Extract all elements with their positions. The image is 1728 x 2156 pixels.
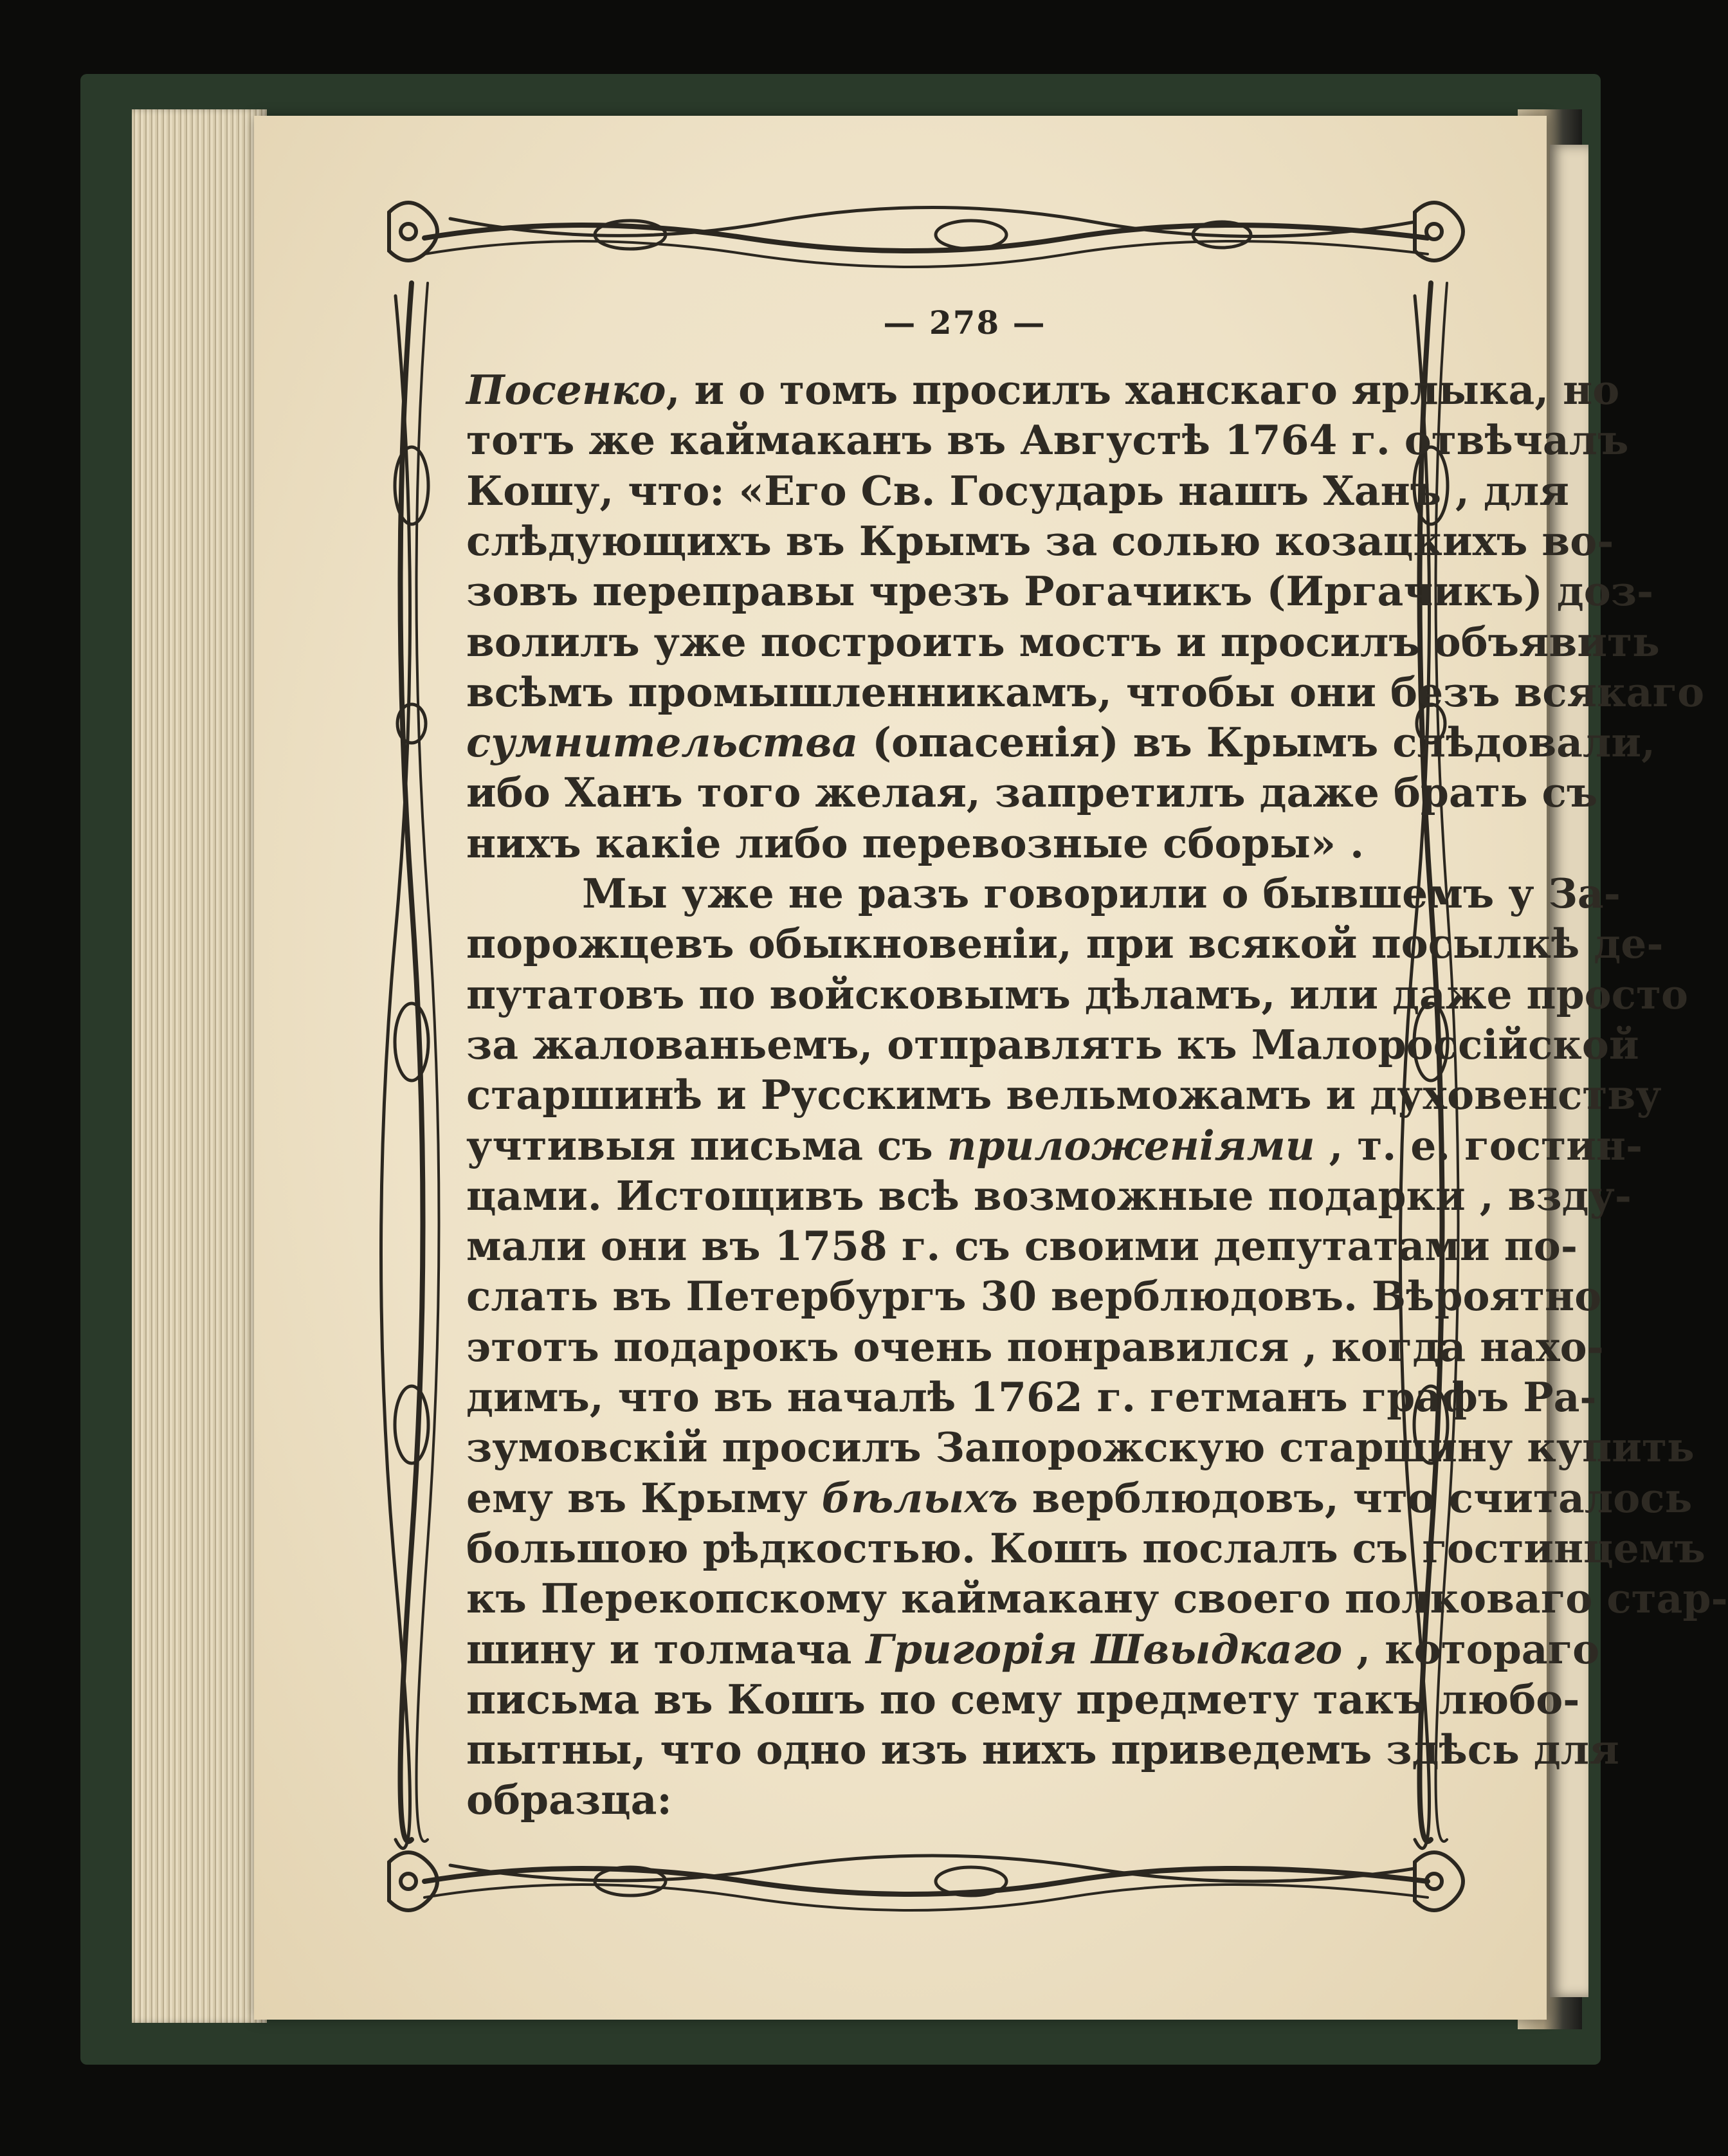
text-line [466,1575,1728,1623]
text-line [466,1423,1695,1472]
text-line [466,970,1689,1018]
text-line [466,1524,1705,1572]
page-number: — 278 — [883,304,1046,342]
text-span: слать въ Петербургъ 30 верблюдовъ. Вѣроятно [466,1272,1602,1320]
text-span: нихъ какіе либо перевозные сборы» . [466,819,1364,867]
text-span: порожцевъ обыкновеніи, при всякой посылкѣ де- [466,920,1664,968]
text-span: путатовъ по войсковымъ дѣламъ, или даже просто [466,970,1689,1018]
text-line [466,1222,1578,1270]
text-line [466,1322,1604,1371]
text-line [466,516,1614,565]
text-span: , и о томъ просилъ ханскаго ярлыка, но [666,366,1620,414]
text-span: зовъ переправы чрезъ Рогачикъ (Иргачикъ) доз- [466,567,1654,616]
text-span: Кошу, что: «Его Св. Государь нашъ Ханъ , для [466,466,1569,515]
text-span: большою рѣдкостью. Кошъ послалъ съ гостинцемъ [466,1524,1705,1572]
text-line [466,567,1654,616]
text-span: волилъ уже построить мостъ и просилъ объявить [466,617,1660,666]
text-line [466,466,1569,515]
text-span: къ Перекопскому каймакану своего полковаго стар- [466,1575,1728,1623]
text-span: образца: [466,1776,672,1824]
italic-term: приложеніями [947,1121,1315,1169]
text-span: тотъ же каймаканъ въ Августѣ 1764 г. отвѣчалъ [466,416,1629,464]
text-span: (опасенія) въ Крымъ слѣдовали, [858,718,1656,767]
text-line [466,1121,1643,1169]
text-line [466,1171,1632,1220]
text-line [466,1071,1662,1119]
italic-term: сумнительства [466,718,859,767]
text-line [466,416,1629,464]
text-span: ибо Ханъ того желая, запретилъ даже брать съ [466,769,1598,817]
text-span: цами. Истощивъ всѣ возможные подарки , взду- [466,1171,1632,1220]
text-span: слѣдующихъ въ Крымъ за солью козацкихъ во- [466,516,1614,565]
italic-term: Григорія Швыдкаго [866,1625,1343,1673]
text-line [466,819,1412,867]
text-line [466,718,1656,767]
text-span: , котораго [1342,1625,1600,1673]
text-line [466,1675,1580,1723]
italic-term: бѣлыхъ [821,1474,1018,1522]
text-span: димъ, что въ началѣ 1762 г. гетманъ графъ Ра- [466,1373,1597,1421]
text-span: старшинѣ и Русскимъ вельможамъ и духовенству [466,1071,1662,1119]
text-span: пытны, что одно изъ нихъ приведемъ здѣсь для [466,1726,1619,1774]
text-line [466,920,1664,968]
italic-term: Посенко [466,366,666,414]
text-span: учтивыя письма съ [466,1121,947,1169]
text-line [466,617,1660,666]
text-line [466,1625,1600,1673]
text-span: письма въ Кошъ по сему предмету такъ любо- [466,1675,1580,1723]
text-span: ему въ Крыму [466,1474,822,1522]
text-span: всѣмъ промышленникамъ, чтобы они безъ всякаго [466,668,1705,716]
text-span: мали они въ 1758 г. съ своими депутатами по- [466,1222,1578,1270]
text-span: этотъ подарокъ очень понравился , когда нахо- [466,1322,1604,1371]
text-span: , т. е. гостин- [1314,1121,1643,1169]
text-line [466,1776,1412,1824]
text-line [466,1474,1693,1522]
text-span: верблюдовъ, что считалось [1017,1474,1693,1522]
text-line [466,1272,1602,1320]
text-line [582,870,1621,917]
text-span: Мы уже не разъ говорили о бывшемъ у За- [582,870,1621,917]
text-span: шину и толмача [466,1625,866,1673]
text-line [466,668,1705,716]
text-line [466,769,1598,817]
text-line [466,366,1620,414]
text-line [466,1373,1597,1421]
text-line [466,1020,1639,1068]
text-line [466,1726,1619,1774]
text-span: за жалованьемъ, отправлять къ Малороссійской [466,1020,1639,1068]
text-span: зумовскій просилъ Запорожскую старшину купить [466,1423,1695,1472]
